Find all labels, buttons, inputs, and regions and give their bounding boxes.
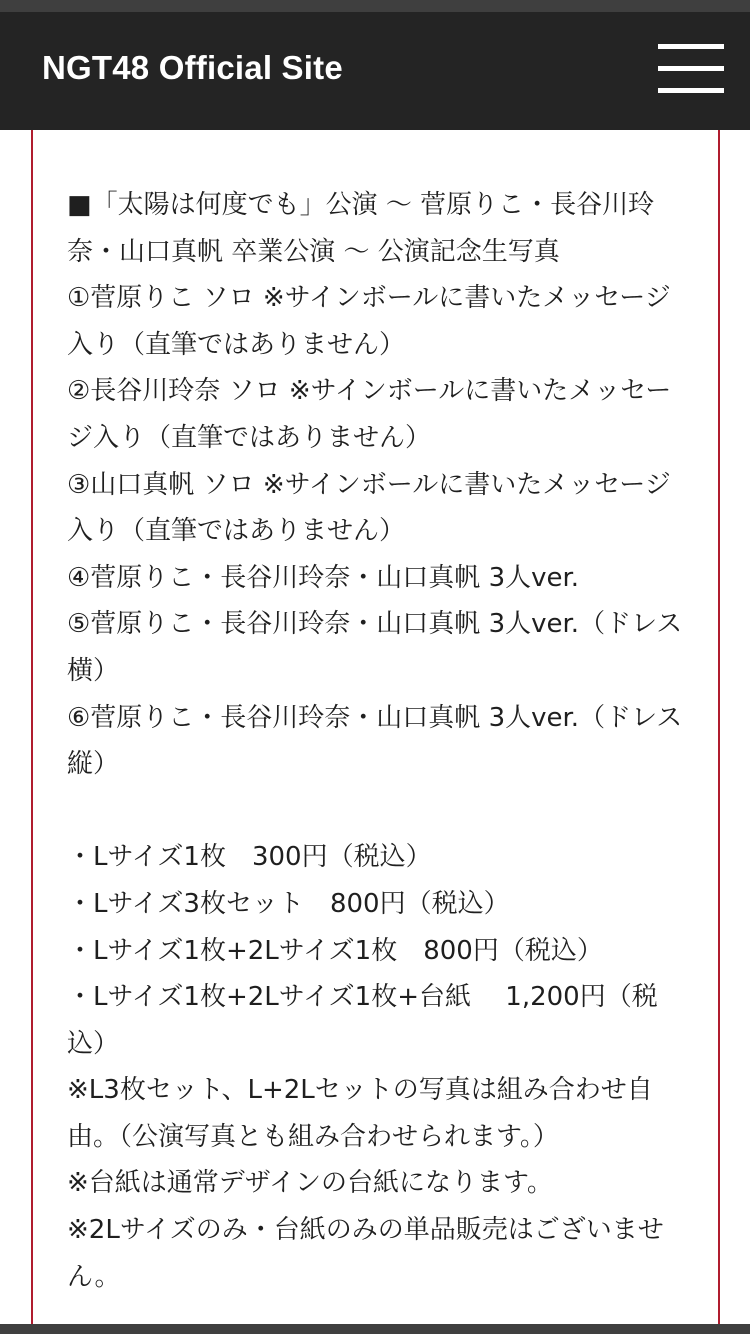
list-item: ⑤菅原りこ・長谷川玲奈・山口真帆 3人ver.（ドレス 横） bbox=[67, 609, 683, 686]
site-header bbox=[0, 12, 750, 130]
bottom-bar bbox=[0, 1324, 750, 1334]
article-heading: ■「太陽は何度でも」公演 〜 菅原りこ・長谷川玲奈・山口真帆 卒業公演 〜 公演記念生写真 bbox=[67, 190, 655, 267]
note-item: ※2Lサイズのみ・台紙のみの単品販売はございません。 bbox=[67, 1215, 664, 1292]
price-item: ・Lサイズ1枚+2Lサイズ1枚+台紙 1,200円（税込） bbox=[67, 982, 658, 1059]
price-item: ・Lサイズ3枚セット 800円（税込） bbox=[67, 888, 510, 919]
blank-line bbox=[67, 788, 683, 835]
price-item: ・Lサイズ1枚+2Lサイズ1枚 800円（税込） bbox=[67, 935, 603, 966]
menu-bar-top bbox=[658, 44, 724, 49]
list-item: ②長谷川玲奈 ソロ ※サインボールに書いたメッセージ入り（直筆ではありません） bbox=[67, 376, 672, 453]
list-item: ⑥菅原りこ・長谷川玲奈・山口真帆 3人ver.（ドレス 縦） bbox=[67, 702, 683, 780]
menu-bar-bottom bbox=[658, 88, 724, 93]
site-title[interactable]: NGT48 Official Site bbox=[42, 49, 343, 86]
price-item: ・Lサイズ1枚 300円（税込） bbox=[67, 842, 432, 873]
list-item: ④菅原りこ・長谷川玲奈・山口真帆 3人ver. bbox=[67, 562, 580, 593]
article-body bbox=[67, 182, 683, 1300]
list-item: ①菅原りこ ソロ ※サインボールに書いたメッセージ入り（直筆ではありません） bbox=[67, 283, 671, 360]
list-item: ③山口真帆 ソロ ※サインボールに書いたメッセージ入り（直筆ではありません） bbox=[67, 469, 671, 547]
content-frame bbox=[31, 130, 720, 1324]
menu-bar-middle bbox=[658, 66, 724, 71]
note-item: ※L3枚セット、L+2Lセットの写真は組み合わせ自由。（公演写真とも組み合わせられます。） bbox=[67, 1075, 653, 1152]
status-bar bbox=[0, 0, 750, 12]
note-item: ※台紙は通常デザインの台紙になります。 bbox=[67, 1168, 553, 1199]
hamburger-menu-button[interactable] bbox=[652, 40, 728, 96]
